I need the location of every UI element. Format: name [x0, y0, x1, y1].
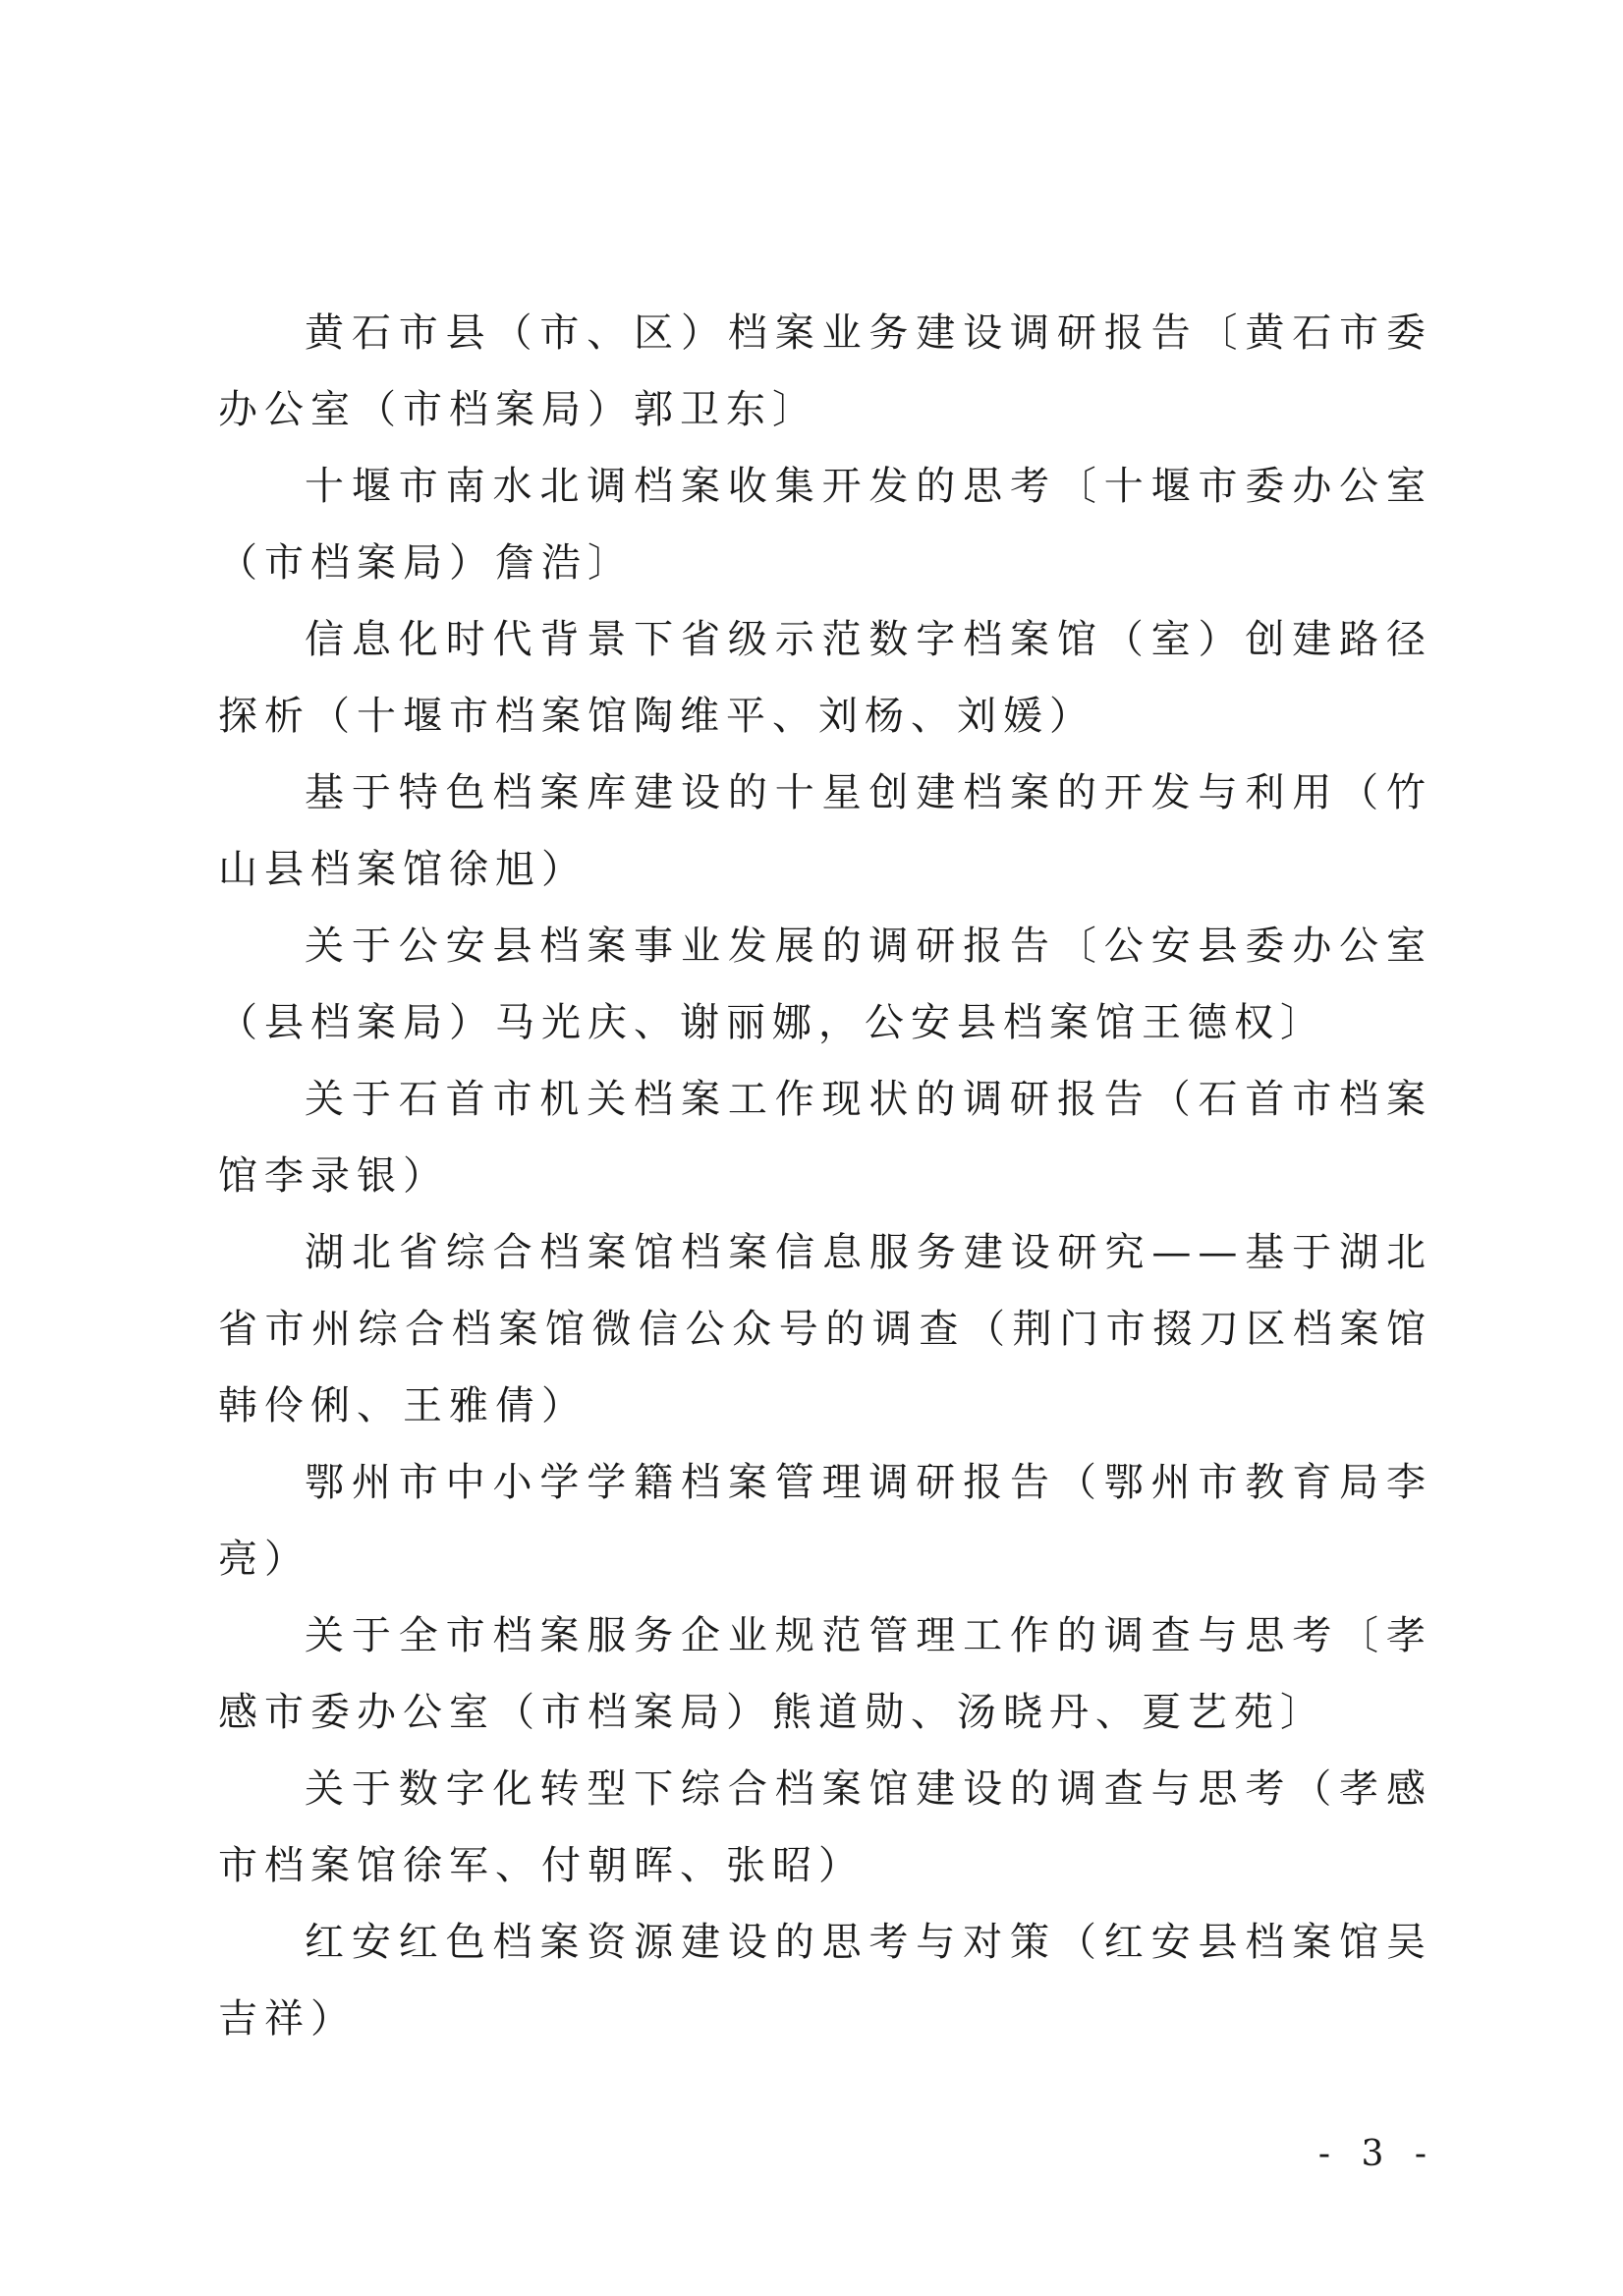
entry-item: 关于数字化转型下综合档案馆建设的调查与思考（孝感市档案馆徐军、付朝晖、张昭）: [218, 1766, 1432, 1888]
page-number: - 3 -: [1317, 2134, 1436, 2174]
entry-item: 关于石首市机关档案工作现状的调研报告（石首市档案馆李录银）: [218, 1077, 1432, 1199]
entry-item: 十堰市南水北调档案收集开发的思考〔十堰市委办公室（市档案局）詹浩〕: [218, 464, 1432, 586]
entry-list: [218, 295, 1432, 2057]
entry-item: 湖北省综合档案馆档案信息服务建设研究——基于湖北省市州综合档案馆微信公众号的调查（荆门市掇刀区档案馆韩伶俐、王雅倩）: [218, 1230, 1432, 1428]
entry-item: 关于全市档案服务企业规范管理工作的调查与思考〔孝感市委办公室（市档案局）熊道勋、汤晓丹、夏艺苑〕: [218, 1613, 1432, 1735]
entry-item: 红安红色档案资源建设的思考与对策（红安县档案馆吴吉祥）: [218, 1920, 1432, 2042]
entry-item: 基于特色档案库建设的十星创建档案的开发与利用（竹山县档案馆徐旭）: [218, 770, 1432, 892]
entry-item: 关于公安县档案事业发展的调研报告〔公安县委办公室（县档案局）马光庆、谢丽娜，公安县档案馆王德权〕: [218, 924, 1432, 1045]
entry-item: 信息化时代背景下省级示范数字档案馆（室）创建路径探析（十堰市档案馆陶维平、刘杨、刘媛）: [218, 617, 1432, 739]
entry-item: 鄂州市中小学学籍档案管理调研报告（鄂州市教育局李亮）: [218, 1460, 1432, 1582]
entry-item: 黄石市县（市、区）档案业务建设调研报告〔黄石市委办公室（市档案局）郭卫东〕: [218, 310, 1432, 432]
